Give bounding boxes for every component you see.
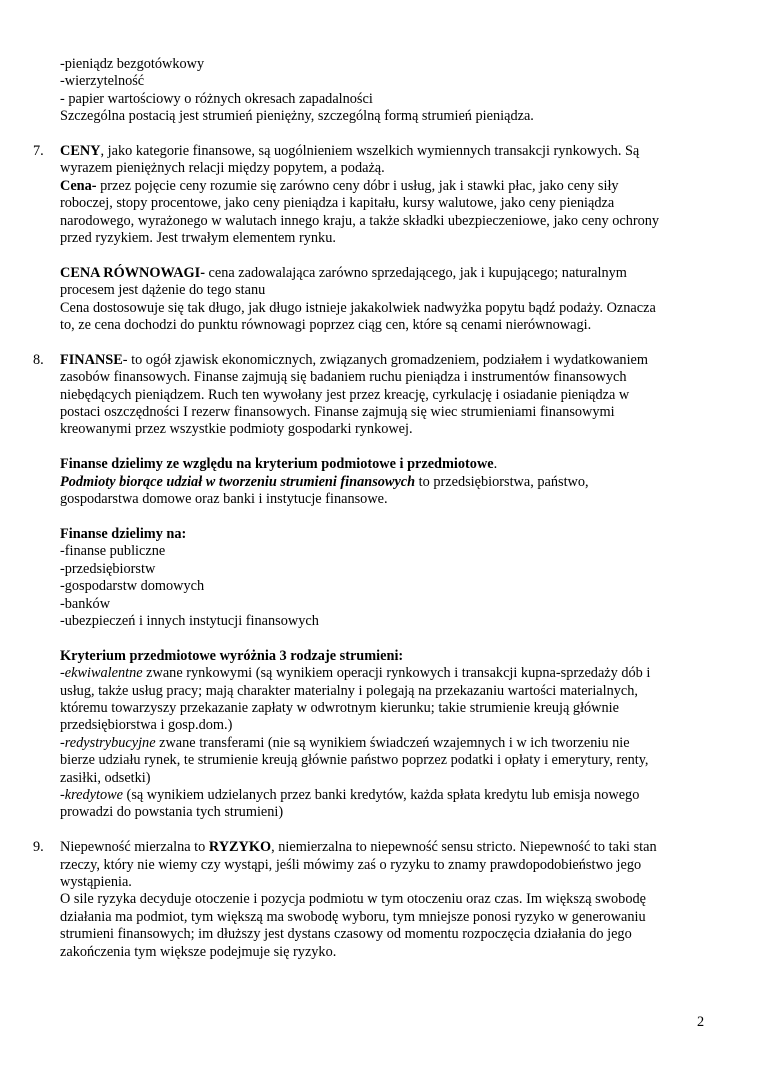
paragraph-line: kreowanymi przez wszystkie podmioty gospodarki rynkowej.	[60, 421, 413, 438]
paragraph-line: niebędących pieniądzem. Ruch ten wywołany jest przez kreację, cyrkulację i osiadanie pieniądza w	[60, 386, 630, 403]
intro-line: -pieniądz bezgotówkowy	[60, 56, 205, 72]
subheading-division: Finanse dzielimy ze względu na kryterium podmiotowe i przedmiotowe.	[60, 456, 498, 473]
paragraph-line: CENA RÓWNOWAGI- cena zadowalająca zarówno sprzedającego, jak i kupującego; naturalnym	[60, 264, 627, 281]
paragraph-line: postaci oszczędności I rezerw finansowych. Finanse zajmują się wiec strumieniami finansowymi	[60, 404, 615, 421]
paragraph-line: FINANSE- to ogół zjawisk ekonomicznych, związanych gromadzeniem, podziałem i wydatkowaniem	[60, 351, 649, 368]
term-kredytowe: -kredytowe	[60, 786, 123, 803]
intro-line: -wierzytelność	[60, 73, 145, 90]
paragraph-line: Podmioty biorące udział w tworzeniu strumieni finansowych to przedsiębiorstwa, państwo,	[60, 473, 589, 490]
term-ryzyko: RYZYKO	[208, 839, 272, 856]
paragraph-line: wystąpienia.	[60, 873, 132, 890]
paragraph-line: działania ma podmiot, tym większą ma swobodę wyboru, tym mniejsze ponosi ryzyko w generowaniu	[60, 908, 646, 925]
paragraph-line: bierze udziału rynek, te strumienie kreują głównie państwo poprzez podatki i opłaty i emerytury, renty,	[60, 752, 649, 769]
term-ceny: CENY	[60, 143, 101, 160]
paragraph-line: -redystrybucyjne zwane transferami (nie są wynikiem świadczeń wzajemnych i w ich tworzeniu nie	[60, 734, 630, 751]
term-podmioty: Podmioty biorące udział w tworzeniu strumieni finansowych	[60, 473, 416, 490]
section-number: 9.	[33, 839, 44, 856]
term-cena-rownowagi: CENA RÓWNOWAGI-	[60, 264, 205, 281]
paragraph-line: Cena- przez pojęcie ceny rozumie się zarówno ceny dóbr i usług, jak i stawki płac, jako ceny siły	[60, 177, 619, 194]
paragraph-line: przed ryzykiem. Jest trwałym elementem rynku.	[60, 230, 336, 247]
paragraph-line: zakończenia tym większe podejmuje się ryzyko.	[60, 943, 337, 960]
paragraph-line: CENY, jako kategorie finansowe, są uogólnieniem wszelkich wymiennych transakcji rynkowych. Są	[60, 143, 640, 160]
term-redystrybucyjne: -redystrybucyjne	[60, 734, 156, 751]
term-ekwiwalentne: -ekwiwalentne	[60, 665, 143, 682]
paragraph-line: prowadzi do powstania tych strumieni)	[60, 804, 284, 821]
intro-block	[60, 56, 710, 126]
paragraph-line: któremu towarzyszy przekazanie zapłaty w odwrotnym kierunku; takie strumienie kreują głównie	[60, 699, 619, 716]
paragraph-line: O sile ryzyka decyduje otoczenie i pozycja podmiotu w tym otoczeniu oraz czas. Im większą swobodę	[60, 891, 646, 908]
paragraph-line: narodowego, wyrażonego w walutach innego kraju, a także składki ubezpieczeniowe, jako ceny ochrony	[60, 212, 660, 229]
term-cena: Cena-	[60, 177, 97, 194]
paragraph-line: rzeczy, który nie wiemy czy wystąpi, jeśli mówimy zaś o ryzyku to znamy prawdopodobieństwo jego	[60, 856, 642, 873]
list-item: -przedsiębiorstw	[60, 560, 156, 577]
section-8	[33, 351, 710, 822]
section-number: 7.	[33, 143, 44, 160]
subheading-list: Finanse dzielimy na:	[60, 525, 187, 542]
section-number: 8.	[33, 351, 44, 368]
paragraph-line: to, ze cena dochodzi do punktu równowagi poprzez ciąg cen, które są cenami nierównowagi.	[60, 317, 592, 334]
paragraph-line: strumieni finansowych; im dłuższy jest dystans czasowy od momentu rozpoczęcia działania do jego	[60, 926, 632, 943]
paragraph-line: przedsiębiorstwa i gosp.dom.)	[60, 717, 233, 734]
section-9	[33, 839, 710, 961]
page-body	[33, 56, 710, 961]
paragraph-line: roboczej, stopy procentowe, jako ceny pieniądza i kapitału, kursy walutowe, jako ceny pieniądza	[60, 195, 615, 212]
paragraph-line: Cena dostosowuje się tak długo, jak długo istnieje jakakolwiek nadwyżka popytu bądź podaży. Oznacza	[60, 299, 656, 316]
paragraph-line: zasiłki, odsetki)	[60, 769, 151, 786]
paragraph-line: -ekwiwalentne zwane rynkowymi (są wynikiem operacji rynkowych i transakcji kupna-sprzedaży dób i	[60, 665, 651, 682]
list-item: -banków	[60, 595, 111, 612]
paragraph-line: Niepewność mierzalna to RYZYKO, niemierzalna to niepewność sensu stricto. Niepewność to taki stan	[60, 839, 657, 856]
term-finanse: FINANSE	[60, 351, 123, 368]
paragraph-line: usług, także usług pracy; mają charakter materialny i polegają na przekazaniu wartości materialnych,	[60, 682, 638, 699]
list-item: -finanse publiczne	[60, 543, 166, 560]
intro-line: Szczególna postacią jest strumień pieniężny, szczególną formą strumień pieniądza.	[60, 108, 534, 125]
section-7	[33, 143, 710, 334]
paragraph-line: procesem jest dążenie do tego stanu	[60, 282, 266, 299]
paragraph-line: wyrazem pieniężnych relacji między popytem, a podażą.	[60, 160, 385, 177]
page-number: 2	[697, 1014, 705, 1030]
intro-line: - papier wartościowy o różnych okresach zapadalności	[60, 90, 373, 107]
paragraph-line: gospodarstwa domowe oraz banki i instytucje finansowe.	[60, 491, 388, 508]
list-item: -gospodarstw domowych	[60, 578, 205, 595]
paragraph-line: -kredytowe (są wynikiem udzielanych przez banki kredytów, każda spłata kredytu lub emisja nowego	[60, 786, 640, 803]
list-item: -ubezpieczeń i innych instytucji finansowych	[60, 612, 319, 629]
paragraph-line: zasobów finansowych. Finanse zajmują się badaniem ruchu pieniądza i instrumentów finansowych	[60, 369, 627, 386]
subheading-criterion: Kryterium przedmiotowe wyróżnia 3 rodzaje strumieni:	[60, 647, 404, 664]
